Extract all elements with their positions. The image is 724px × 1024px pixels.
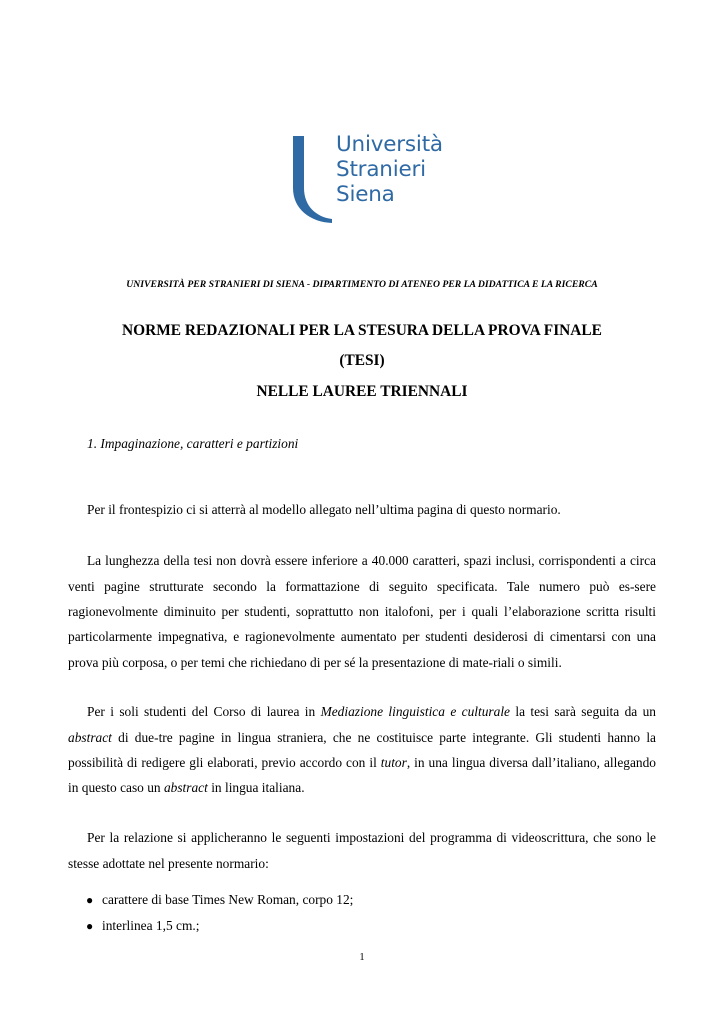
logo-line-2: Stranieri [336,157,426,182]
italic-term: tutor [380,754,407,770]
department-header: UNIVERSITÀ PER STRANIERI DI SIENA - DIPARTIMENTO DI ATENEO PER LA DIDATTICA E LA RICERCA [126,279,598,290]
settings-list [86,887,353,940]
text-run: in lingua italiana. [207,780,305,796]
text-run: Per i soli studenti del Corso di laurea in [87,704,321,720]
text-run: , in una lingua diversa dall’italiano, allegando in questo caso un [68,754,656,796]
page-number: 1 [359,952,365,963]
logo-line-1: Università [336,132,443,157]
bullet-icon: ● [86,893,94,907]
logo-line-3: Siena [336,182,395,207]
text-run: la tesi sarà seguita da un [509,704,656,720]
document-title-line-1: NORME REDAZIONALI PER LA STESURA DELLA PROVA FINALE [122,322,602,339]
italic-term: abstract [163,780,208,796]
document-title-line-2: (TESI) [339,352,385,369]
section-heading: 1. Impaginazione, caratteri e partizioni [87,436,299,451]
list-item [86,887,353,913]
list-item [86,913,353,939]
logo-wordmark [336,132,443,207]
list-item-text: interlinea 1,5 cm.; [102,918,200,934]
bullet-icon: ● [86,919,94,934]
list-item-text: carattere di base Times New Roman, corpo 12; [102,892,354,907]
paragraph-frontespizio: Per il frontespizio ci si atterrà al modello allegato nell’ultima pagina di questo normario. [87,502,561,518]
university-logo [290,126,460,228]
paragraph-abstract [68,699,656,800]
paragraph-impostazioni: Per la relazione si applicheranno le seguenti impostazioni del programma di videoscrittura, che sono le stesse adottate nel presente normario: [68,830,656,871]
italic-term: abstract [68,729,112,745]
italic-course-name: Mediazione linguistica e culturale [320,704,510,720]
document-title-line-3: NELLE LAUREE TRIENNALI [256,383,468,400]
paragraph-lunghezza: La lunghezza della tesi non dovrà essere inferiore a 40.000 caratteri, spazi inclusi, corrispondenti a circa venti pagine strutturate secondo la formattazione di seguito specificata. Tale numero può es-sere ragionevolmente diminuito per studenti, soprattutto non italofoni, per i quali l’elaborazione scritta risulti particolarmente impegnativa, e ragionevolmente aumentato per studenti desiderosi di cimentarsi con una prova più corposa, o per temi che richiedano di per sé la presentazione di mate-riali o simili. [68,553,656,670]
text-run: di due-tre pagine in lingua straniera, che ne costituisce parte integrante. Gli studenti hanno la possibilità di redigere gli elaborati, previo accordo con il [68,729,656,770]
